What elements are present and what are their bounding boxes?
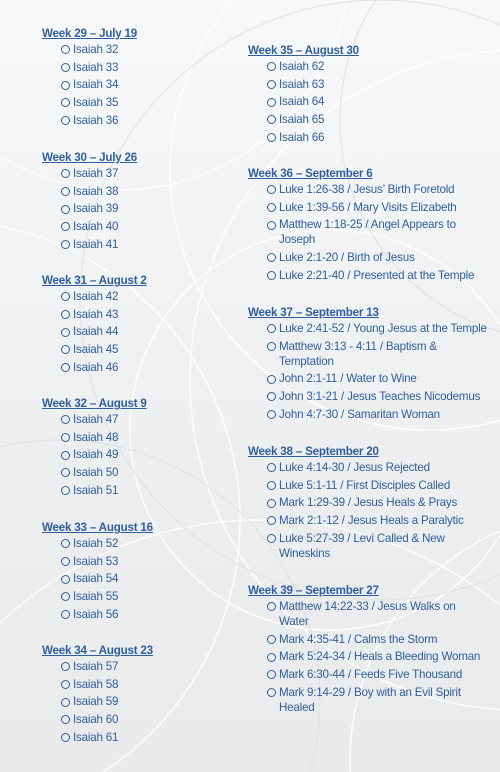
reading-item[interactable]: Isaiah 44 bbox=[42, 324, 232, 339]
week-35-section bbox=[248, 42, 488, 147]
reading-item[interactable]: Isaiah 56 bbox=[42, 607, 232, 622]
checkbox-circle-icon[interactable] bbox=[267, 392, 276, 401]
reading-item[interactable]: Isaiah 32 bbox=[42, 42, 232, 57]
checkbox-circle-icon[interactable] bbox=[61, 575, 70, 584]
checkbox-circle-icon[interactable] bbox=[267, 342, 276, 351]
reading-item[interactable]: Isaiah 38 bbox=[42, 184, 232, 199]
checkbox-circle-icon[interactable] bbox=[61, 451, 70, 460]
week-33-section bbox=[42, 519, 232, 624]
reading-item[interactable]: Isaiah 59 bbox=[42, 694, 232, 709]
reading-item[interactable]: Mark 9:14-29 / Boy with an Evil Spirit Healed bbox=[248, 685, 488, 715]
reading-item[interactable]: Isaiah 36 bbox=[42, 113, 232, 128]
reading-item[interactable]: Isaiah 47 bbox=[42, 412, 232, 427]
reading-item[interactable]: Isaiah 42 bbox=[42, 289, 232, 304]
reading-item[interactable]: Luke 5:1-11 / First Disciples Called bbox=[248, 478, 488, 493]
checkbox-circle-icon[interactable] bbox=[61, 610, 70, 619]
reading-item[interactable]: Isaiah 35 bbox=[42, 95, 232, 110]
week-heading: Week 29 – July 19 bbox=[42, 27, 137, 40]
reading-item[interactable]: Isaiah 61 bbox=[42, 730, 232, 745]
reading-item[interactable]: Isaiah 34 bbox=[42, 77, 232, 92]
checkbox-circle-icon[interactable] bbox=[267, 375, 276, 384]
reading-item[interactable]: Isaiah 54 bbox=[42, 571, 232, 586]
checkbox-circle-icon[interactable] bbox=[267, 499, 276, 508]
checkbox-circle-icon[interactable] bbox=[267, 133, 276, 142]
week-31-section bbox=[42, 272, 232, 377]
reading-item[interactable]: Luke 1:26-38 / Jesus’ Birth Foretold bbox=[248, 182, 488, 197]
reading-item[interactable]: Isaiah 60 bbox=[42, 712, 232, 727]
checkbox-circle-icon[interactable] bbox=[61, 116, 70, 125]
checkbox-circle-icon[interactable] bbox=[61, 433, 70, 442]
checkbox-circle-icon[interactable] bbox=[61, 715, 70, 724]
reading-item[interactable]: Isaiah 51 bbox=[42, 483, 232, 498]
checkbox-circle-icon[interactable] bbox=[267, 602, 276, 611]
reading-item[interactable]: Isaiah 40 bbox=[42, 219, 232, 234]
week-heading: Week 39 – September 27 bbox=[248, 584, 379, 597]
reading-item[interactable]: Isaiah 46 bbox=[42, 360, 232, 375]
checkbox-circle-icon[interactable] bbox=[267, 115, 276, 124]
reading-item[interactable]: Isaiah 48 bbox=[42, 430, 232, 445]
week-29-section bbox=[42, 25, 232, 130]
week-38-section bbox=[248, 443, 488, 563]
reading-item[interactable]: Mark 5:24-34 / Heals a Bleeding Woman bbox=[248, 649, 488, 664]
checkbox-circle-icon[interactable] bbox=[267, 410, 276, 419]
reading-item[interactable]: Luke 2:21-40 / Presented at the Temple bbox=[248, 268, 488, 283]
reading-item[interactable]: Matthew 3:13 - 4:11 / Baptism & Temptation bbox=[248, 339, 488, 369]
reading-item[interactable]: John 3:1-21 / Jesus Teaches Nicodemus bbox=[248, 389, 488, 404]
reading-item[interactable]: Matthew 14:22-33 / Jesus Walks on Water bbox=[248, 599, 488, 629]
checkbox-circle-icon[interactable] bbox=[267, 80, 276, 89]
reading-item[interactable]: Isaiah 57 bbox=[42, 659, 232, 674]
reading-item[interactable]: Isaiah 63 bbox=[248, 77, 488, 92]
week-30-section bbox=[42, 149, 232, 254]
week-heading: Week 34 – August 23 bbox=[42, 644, 153, 657]
checkbox-circle-icon[interactable] bbox=[61, 187, 70, 196]
checkbox-circle-icon[interactable] bbox=[61, 169, 70, 178]
week-heading: Week 37 – September 13 bbox=[248, 306, 379, 319]
week-36-section bbox=[248, 165, 488, 285]
reading-item[interactable]: Isaiah 62 bbox=[248, 59, 488, 74]
reading-item[interactable]: Isaiah 45 bbox=[42, 342, 232, 357]
reading-item[interactable]: Luke 2:41-52 / Young Jesus at the Temple bbox=[248, 321, 488, 336]
checkbox-circle-icon[interactable] bbox=[61, 557, 70, 566]
reading-item[interactable]: Matthew 1:18-25 / Angel Appears to Joseph bbox=[248, 217, 488, 247]
checkbox-circle-icon[interactable] bbox=[267, 98, 276, 107]
checkbox-circle-icon[interactable] bbox=[61, 345, 70, 354]
checkbox-circle-icon[interactable] bbox=[267, 534, 276, 543]
checkbox-circle-icon[interactable] bbox=[61, 662, 70, 671]
reading-item[interactable]: Isaiah 39 bbox=[42, 201, 232, 216]
reading-item[interactable]: Mark 1:29-39 / Jesus Heals & Prays bbox=[248, 495, 488, 510]
week-heading: Week 31 – August 2 bbox=[42, 274, 147, 287]
checkbox-circle-icon[interactable] bbox=[61, 222, 70, 231]
reading-item[interactable]: Isaiah 53 bbox=[42, 554, 232, 569]
checkbox-circle-icon[interactable] bbox=[61, 205, 70, 214]
reading-item[interactable]: Luke 1:39-56 / Mary Visits Elizabeth bbox=[248, 200, 488, 215]
checkbox-circle-icon[interactable] bbox=[267, 221, 276, 230]
reading-item[interactable]: Isaiah 65 bbox=[248, 112, 488, 127]
checkbox-circle-icon[interactable] bbox=[267, 688, 276, 697]
reading-item[interactable]: Luke 2:1-20 / Birth of Jesus bbox=[248, 250, 488, 265]
reading-item[interactable]: Mark 2:1-12 / Jesus Heals a Paralytic bbox=[248, 513, 488, 528]
checkbox-circle-icon[interactable] bbox=[267, 324, 276, 333]
checkbox-circle-icon[interactable] bbox=[267, 203, 276, 212]
checkbox-circle-icon[interactable] bbox=[267, 670, 276, 679]
reading-item[interactable]: Mark 4:35-41 / Calms the Storm bbox=[248, 632, 488, 647]
reading-item[interactable]: Luke 4:14-30 / Jesus Rejected bbox=[248, 460, 488, 475]
week-32-section bbox=[42, 395, 232, 500]
reading-item[interactable]: Isaiah 58 bbox=[42, 677, 232, 692]
reading-item[interactable]: Isaiah 55 bbox=[42, 589, 232, 604]
checkbox-circle-icon[interactable] bbox=[61, 328, 70, 337]
reading-item[interactable]: Isaiah 49 bbox=[42, 447, 232, 462]
reading-item[interactable]: Isaiah 37 bbox=[42, 166, 232, 181]
checkbox-circle-icon[interactable] bbox=[61, 292, 70, 301]
checkbox-circle-icon[interactable] bbox=[267, 516, 276, 525]
checkbox-circle-icon[interactable] bbox=[61, 63, 70, 72]
reading-item[interactable]: Isaiah 52 bbox=[42, 536, 232, 551]
reading-item[interactable]: Mark 6:30-44 / Feeds Five Thousand bbox=[248, 667, 488, 682]
checkbox-circle-icon[interactable] bbox=[61, 240, 70, 249]
checkbox-circle-icon[interactable] bbox=[61, 363, 70, 372]
week-heading: Week 36 – September 6 bbox=[248, 167, 373, 180]
checkbox-circle-icon[interactable] bbox=[61, 733, 70, 742]
reading-item[interactable]: Isaiah 43 bbox=[42, 307, 232, 322]
checkbox-circle-icon[interactable] bbox=[267, 185, 276, 194]
week-37-section bbox=[248, 304, 488, 424]
checkbox-circle-icon[interactable] bbox=[267, 463, 276, 472]
checkbox-circle-icon[interactable] bbox=[267, 481, 276, 490]
checkbox-circle-icon[interactable] bbox=[61, 98, 70, 107]
checkbox-circle-icon[interactable] bbox=[61, 698, 70, 707]
reading-item[interactable]: Isaiah 66 bbox=[248, 130, 488, 145]
reading-item[interactable]: Isaiah 41 bbox=[42, 237, 232, 252]
checkbox-circle-icon[interactable] bbox=[267, 62, 276, 71]
checkbox-circle-icon[interactable] bbox=[61, 310, 70, 319]
reading-item[interactable]: Isaiah 64 bbox=[248, 94, 488, 109]
checkbox-circle-icon[interactable] bbox=[61, 468, 70, 477]
checkbox-circle-icon[interactable] bbox=[267, 271, 276, 280]
checkbox-circle-icon[interactable] bbox=[61, 680, 70, 689]
week-39-section bbox=[248, 582, 488, 717]
week-heading: Week 32 – August 9 bbox=[42, 397, 147, 410]
checkbox-circle-icon[interactable] bbox=[267, 635, 276, 644]
checkbox-circle-icon[interactable] bbox=[61, 539, 70, 548]
week-heading: Week 38 – September 20 bbox=[248, 445, 379, 458]
checkbox-circle-icon[interactable] bbox=[61, 45, 70, 54]
checkbox-circle-icon[interactable] bbox=[267, 653, 276, 662]
checkbox-circle-icon[interactable] bbox=[61, 486, 70, 495]
reading-item[interactable]: Isaiah 50 bbox=[42, 465, 232, 480]
reading-item[interactable]: John 2:1-11 / Water to Wine bbox=[248, 371, 488, 386]
week-34-section bbox=[42, 642, 232, 747]
checkbox-circle-icon[interactable] bbox=[61, 592, 70, 601]
checkbox-circle-icon[interactable] bbox=[61, 81, 70, 90]
checkbox-circle-icon[interactable] bbox=[267, 253, 276, 262]
checkbox-circle-icon[interactable] bbox=[61, 415, 70, 424]
reading-item[interactable]: John 4:7-30 / Samaritan Woman bbox=[248, 407, 488, 422]
reading-item[interactable]: Isaiah 33 bbox=[42, 60, 232, 75]
reading-item[interactable]: Luke 5:27-39 / Levi Called & New Wineskins bbox=[248, 531, 488, 561]
week-heading: Week 30 – July 26 bbox=[42, 151, 137, 164]
week-heading: Week 33 – August 16 bbox=[42, 521, 153, 534]
week-heading: Week 35 – August 30 bbox=[248, 44, 359, 57]
